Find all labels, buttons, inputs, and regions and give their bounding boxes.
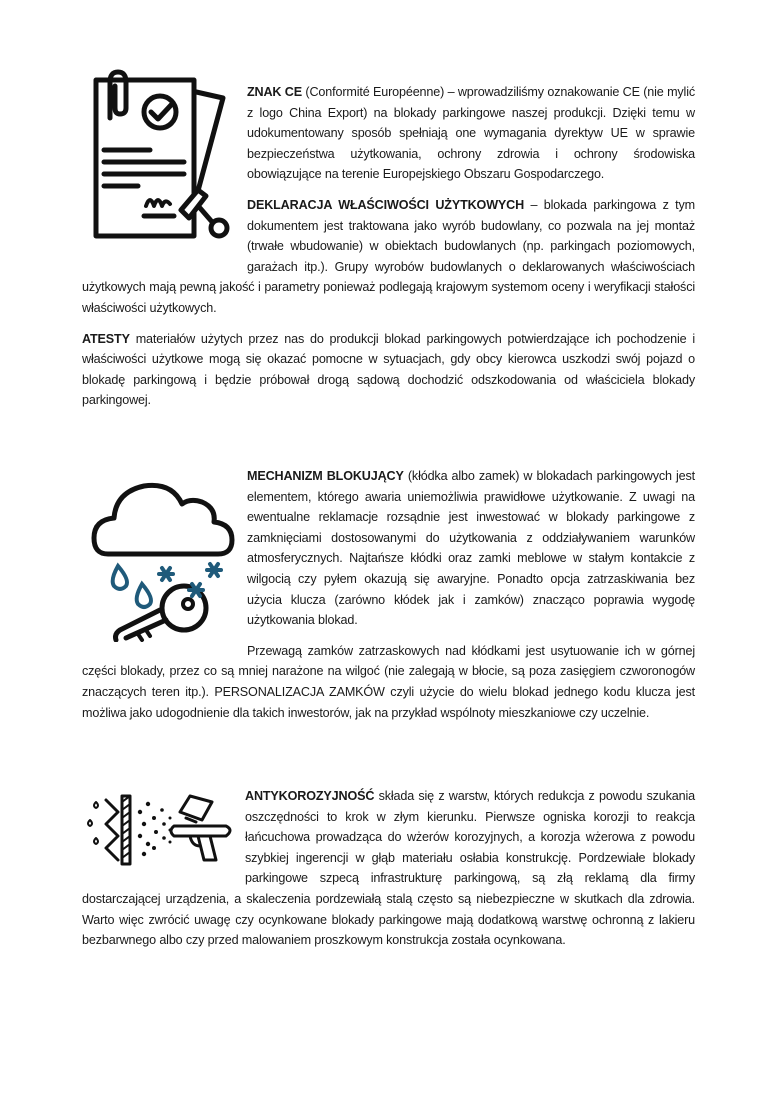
paragraph-atesty — [82, 329, 695, 411]
paragraph-declaration-text: – blokada parkingowa z tym dokumentem jest traktowana jako wyrób budowlany, co pozwala na jej montaż (trwałe wbudowanie) w obiektach budowlanych (np. parkingach poziomowych, garażach itp.). Grupy wyrobów budowlanych o deklarowanych właściwościach użytkowych mają pewną jakość i parametry ponieważ podlegają krajowym systemom oceny i weryfikacji stałości właściwości użytkowych. — [82, 197, 695, 315]
spray-gun-coating-icon — [86, 792, 246, 868]
heading-lock: MECHANIZM BLOKUJĄCY — [247, 469, 404, 483]
heading-ce: ZNAK CE — [247, 85, 302, 99]
document-certificate-icon — [88, 68, 238, 246]
heading-corrosion: ANTYKOROZYJNOŚĆ — [245, 789, 375, 803]
paragraph-latch-locks — [82, 641, 695, 723]
cloud-rain-snow-key-icon — [90, 462, 240, 642]
paragraph-corrosion-text: składa się z warstw, których redukcja z powodu szukania oszczędności to krok w złym kierunku. Pierwsze ogniska korozji to reakcja łańcuchowa prowadząca do wżerów korozyjnych, a korozja wżerowa z powodu szybkiej ingerencji w głąb materiału osłabia konstrukcję. Pordzewiałe blokady parkingowe szpecą infrastrukturę parkingową, są złą reklamą dla firmy dostarczającej urządzenia, a skaleczenia pordzewiałą stalą często są niebezpieczne w skutkach dla zdrowia. Warto więc zwrócić uwagę czy ocynkowane blokady parkingowe mają dodatkową warstwę ochronną z lakieru bezbarwnego albo czy przed malowaniem proszkowym konstrukcja została ocynkowana. — [82, 789, 695, 948]
paragraph-lock-text: (kłódka albo zamek) w blokadach parkingowych jest elementem, którego awaria uniemożliwia prawidłowe użytkowanie. Z uwagi na ewentualne reklamacje rozsądnie jest inwestować w blokady parkingowe z zamknięciami dostosowanymi do użytkowania z oddziaływaniem warunków atmosferycznych. Najtańsze kłódki oraz zamki meblowe w stałym kontakcie z wilgocią czy pyłem okazują się awaryjne. Ponadto opcja zatrzaskiwania bez użycia klucza (zarówno kłódek jak i zamków) znacząco poprawia wygodę użytkowania blokad. — [247, 469, 695, 628]
paragraph-atesty-text: materiałów użytych przez nas do produkcji blokad parkingowych potwierdzające ich pochodzenie i właściwości użytkowe mogą się okazać pomocne w sytuacjach, gdy obcy kierowca uszkodzi swój pojazd o blokadę parkingową i będzie próbował drogą sądową dochodzić odszkodowania od właściciela blokady parkingowej. — [82, 331, 695, 408]
paragraph-ce-text: (Conformité Européenne) – wprowadziliśmy oznakowanie CE (nie mylić z logo China Export) na blokady parkingowe naszej produkcji. Dzięki temu w udokumentowany sposób spełniają one wymagania dyrektyw UE w sprawie bezpieczeństwa użytkowania, ochrony zdrowia i ochrony środowiska obowiązujące na terenie Europejskiego Obszaru Gospodarczego. — [247, 85, 695, 182]
paragraph-latch-locks-text: Przewagą zamków zatrzaskowych nad kłódkami jest usytuowanie ich w górnej części blokady, przez co są mniej narażone na wilgoć (nie zalegają w błocie, są poza zasięgiem czworonogów znaczących teren itp.). PERSONALIZACJA ZAMKÓW czyli użycie do wielu blokad jednego kodu klucza jest możliwa jako udogodnienie dla takich inwestorów, jak na przykład wspólnoty mieszkaniowe czy uczelnie. — [82, 643, 695, 720]
heading-declaration: DEKLARACJA WŁAŚCIWOŚCI UŻYTKOWYCH — [247, 197, 525, 212]
heading-atesty: ATESTY — [82, 331, 130, 346]
